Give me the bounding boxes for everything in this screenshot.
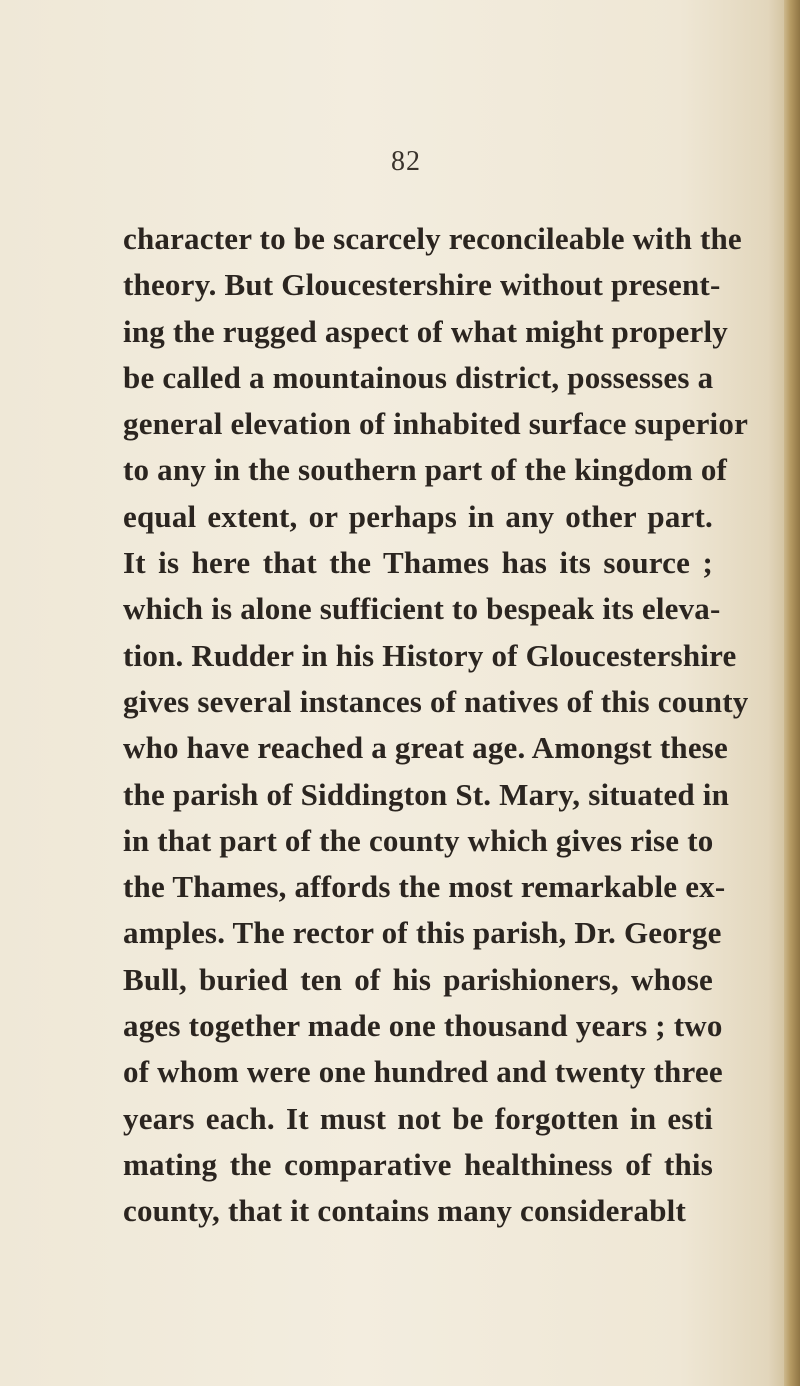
text-line: general elevation of inhabited surface superior	[123, 406, 749, 442]
text-line: the Thames, affords the most remarkable ex-	[123, 869, 726, 905]
text-line: amples. The rector of this parish, Dr. George	[123, 915, 722, 951]
text-line: theory. But Gloucestershire without present-	[123, 267, 721, 303]
text-line: to any in the southern part of the kingdom of	[123, 452, 728, 488]
text-line: tion. Rudder in his History of Gloucestershire	[123, 637, 737, 673]
text-line: county, that it contains many considerablt	[123, 1193, 686, 1229]
text-line: gives several instances of natives of this county	[123, 683, 749, 719]
text-line: It is here that the Thames has its source ;	[123, 545, 713, 581]
text-line: which is alone sufficient to bespeak its eleva-	[123, 591, 721, 627]
text-line: in that part of the county which gives rise to	[123, 822, 714, 858]
text-line: mating the comparative healthiness of this	[123, 1146, 713, 1182]
page-number: 82	[391, 146, 421, 177]
text-line: Bull, buried ten of his parishioners, whose	[123, 961, 713, 997]
text-line: ages together made one thousand years ; two	[123, 1008, 723, 1044]
text-line: ing the rugged aspect of what might properly	[123, 313, 728, 349]
text-line: the parish of Siddington St. Mary, situated in	[123, 776, 730, 812]
page-edge	[784, 0, 800, 1386]
text-line: equal extent, or perhaps in any other part.	[123, 498, 713, 534]
text-line: years each. It must not be forgotten in esti	[123, 1100, 713, 1136]
body-text	[123, 216, 749, 1235]
text-line: who have reached a great age. Amongst these	[123, 730, 729, 766]
text-line: be called a mountainous district, possesses a	[123, 359, 714, 395]
text-line: of whom were one hundred and twenty three	[123, 1054, 723, 1090]
text-line: character to be scarcely reconcileable with the	[123, 221, 742, 256]
